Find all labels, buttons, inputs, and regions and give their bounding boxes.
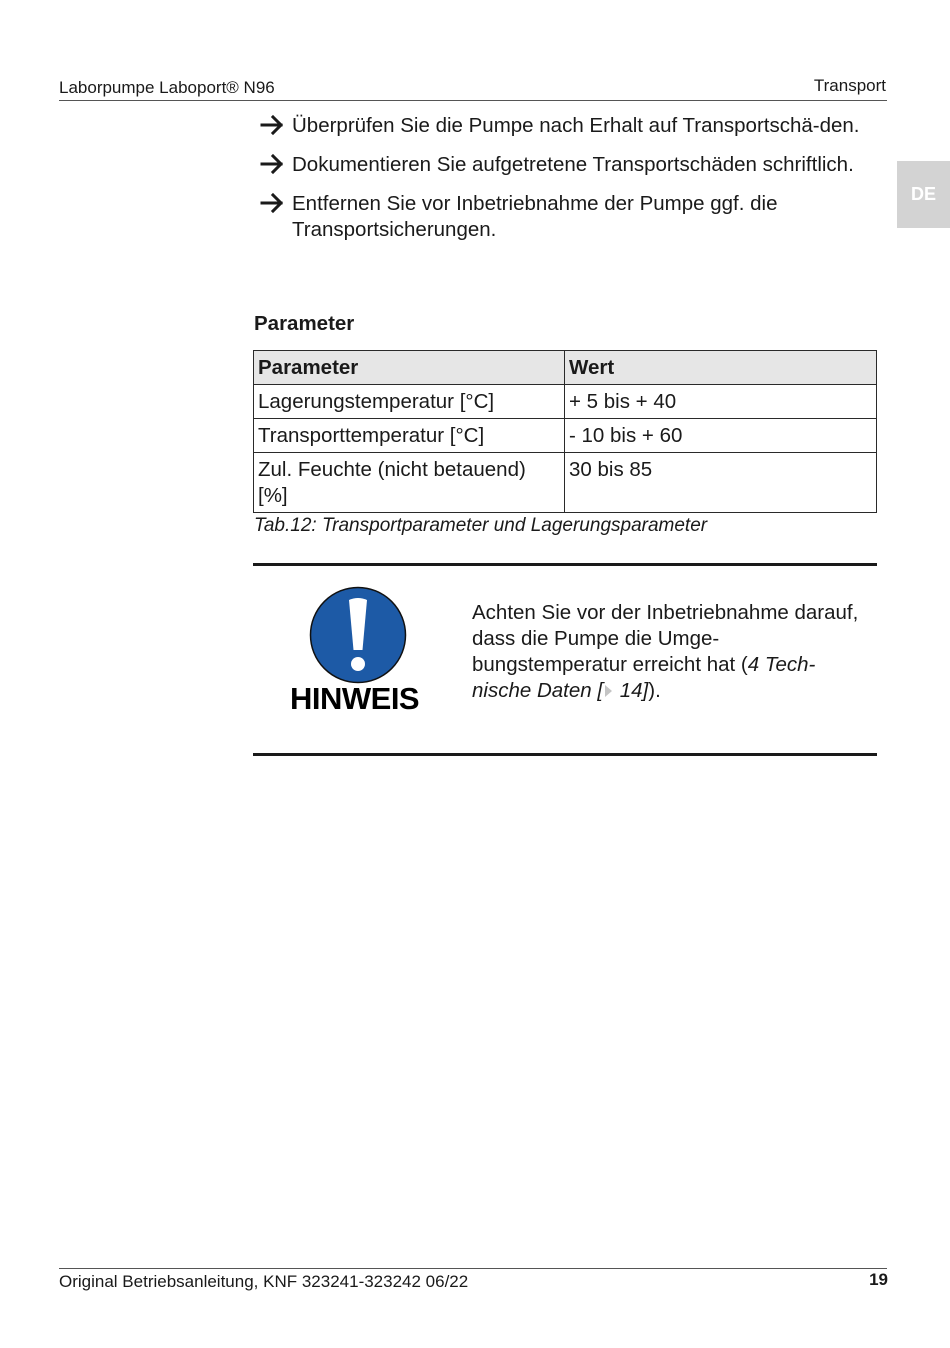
instruction-step: [258, 113, 883, 139]
table-row: [254, 385, 877, 419]
arrow-right-icon: [260, 192, 286, 214]
footer-divider: [59, 1268, 887, 1269]
table-header-row: [254, 351, 877, 385]
page-reference-icon: [605, 685, 612, 697]
notice-reference-page[interactable]: 14]: [614, 679, 649, 702]
instruction-step: [258, 191, 883, 243]
header-section-title: Transport: [813, 76, 886, 95]
arrow-right-icon: [260, 153, 286, 175]
instruction-text: Entfernen Sie vor Inbetriebnahme der Pumpe ggf. die Transportsicherungen.: [292, 192, 778, 241]
section-title: Parameter: [254, 312, 355, 335]
table-cell: Transporttemperatur [°C]: [254, 419, 565, 453]
notice-text-main: Achten Sie vor der Inbetriebnahme darauf, dass die Pumpe die Umge-bungstemperatur erreicht hat (: [472, 601, 859, 676]
table-cell: Zul. Feuchte (nicht betauend) [%]: [254, 453, 565, 513]
table-cell: 30 bis 85: [565, 453, 877, 513]
instruction-text: Überprüfen Sie die Pumpe nach Erhalt auf Transportschä-den.: [292, 114, 860, 137]
table-row: [254, 453, 877, 513]
arrow-right-icon: [260, 114, 286, 136]
footer-document-info: Original Betriebsanleitung, KNF 323241-323242 06/22: [59, 1272, 469, 1291]
instruction-list: [258, 113, 883, 256]
table-caption: Tab.12: Transportparameter und Lagerungsparameter: [254, 515, 708, 536]
parameter-table: [253, 350, 877, 513]
notice-top-rule: [253, 563, 877, 566]
table-cell: Lagerungstemperatur [°C]: [254, 385, 565, 419]
table-cell: + 5 bis + 40: [565, 385, 877, 419]
language-tab: DE: [897, 161, 950, 228]
notice-bottom-rule: [253, 753, 877, 756]
notice-text-end: ).: [648, 679, 661, 702]
table-cell: - 10 bis + 60: [565, 419, 877, 453]
instruction-step: [258, 152, 883, 178]
column-header: Wert: [565, 351, 877, 385]
column-header: Parameter: [254, 351, 565, 385]
instruction-text: Dokumentieren Sie aufgetretene Transportschäden schriftlich.: [292, 153, 854, 176]
notice-text: [472, 600, 872, 704]
page-number: 19: [869, 1270, 888, 1289]
notice-reference-title[interactable]: 4 Tech-nische Daten [: [472, 653, 816, 702]
exclamation-mark-icon: [309, 586, 407, 684]
header-product-title: Laborpumpe Laboport® N96: [59, 78, 275, 97]
notice-label: HINWEIS: [290, 681, 420, 716]
table-row: [254, 419, 877, 453]
header-divider: [59, 100, 887, 101]
